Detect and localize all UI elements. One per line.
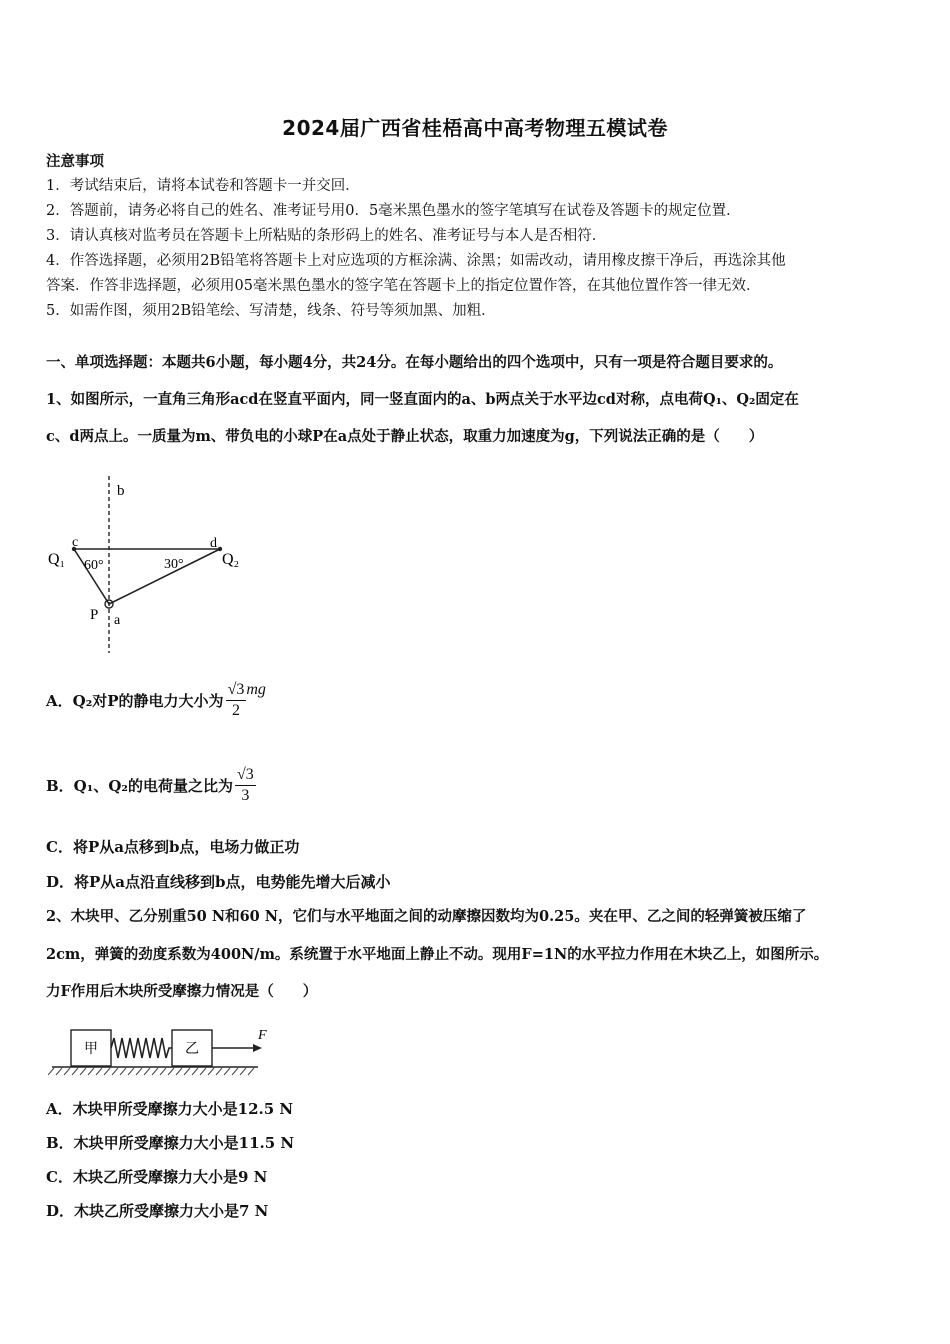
- charge-q1-label: Q₁: [48, 551, 66, 568]
- question-2-line-2: 2cm，弹簧的劲度系数为400N/m。系统置于水平地面上静止不动。现用F=1N的水平拉力作用在木块乙上，如图所示。: [46, 946, 829, 963]
- q1-option-b-numerator: √3: [235, 765, 256, 786]
- ball-p-label: P: [90, 607, 99, 623]
- question-1-line-1: 1、如图所示，一直角三角形acd在竖直平面内，同一竖直面内的a、b两点关于水平边cd对称，点电荷Q₁、Q₂固定在: [46, 391, 799, 408]
- q1-option-a-numerator: √3: [226, 680, 247, 701]
- q1-option-a-fraction: [226, 680, 247, 721]
- notice-heading: 注意事项: [46, 153, 104, 170]
- charge-q2-label: Q₂: [222, 551, 240, 568]
- q2-option-d[interactable]: D．木块乙所受摩擦力大小是7 N: [46, 1202, 269, 1220]
- point-d-label: d: [210, 536, 217, 551]
- block-yi-label: 乙: [185, 1042, 199, 1057]
- page-title: 2024届广西省桂梧高中高考物理五模试卷: [282, 116, 668, 140]
- q1-option-a-text: A．Q₂对P的静电力大小为: [46, 691, 224, 710]
- q1-option-c[interactable]: C．将P从a点移到b点，电场力做正功: [46, 838, 300, 856]
- q1-option-b[interactable]: [46, 755, 256, 815]
- notice-item-4: 4．作答选择题，必须用2B铅笔将答题卡上对应选项的方框涂满、涂黑；如需改动，请用橡皮擦干净后，再选涂其他: [46, 253, 786, 269]
- notice-item-1: 1．考试结束后，请将本试卷和答题卡一并交回．: [46, 178, 360, 194]
- q1-option-b-denominator: 3: [241, 786, 250, 804]
- point-a-label: a: [114, 613, 121, 628]
- point-c-label: c: [72, 535, 79, 550]
- q1-option-d[interactable]: D．将P从a点沿直线移到b点，电势能先增大后减小: [46, 873, 391, 891]
- question-2-line-3: 力F作用后木块所受摩擦力情况是（ ）: [46, 983, 318, 1000]
- q1-option-a-denominator: 2: [231, 701, 240, 719]
- triangle-diagram: [44, 468, 254, 658]
- notice-item-3: 3．请认真核对监考员在答题卡上所粘贴的条形码上的姓名、准考证号与本人是否相符．: [46, 228, 607, 244]
- notice-item-4-cont: 答案．作答非选择题，必须用05毫米黑色墨水的签字笔在答题卡上的指定位置作答，在其他位置作答一律无效．: [46, 278, 761, 294]
- angle-d-label: 30°: [164, 557, 184, 572]
- section-1-heading: 一、单项选择题：本题共6小题，每小题4分，共24分。在每小题给出的四个选项中，只有一项是符合题目要求的。: [46, 354, 783, 371]
- notice-item-2: 2．答题前，请务必将自己的姓名、准考证号用0．5毫米黑色墨水的签字笔填写在试卷及答题卡的规定位置．: [46, 203, 741, 219]
- question-1-line-2: c、d两点上。一质量为m、带负电的小球P在a点处于静止状态，取重力加速度为g，下列说法正确的是（ ）: [46, 428, 764, 445]
- notice-item-5: 5．如需作图，须用2B铅笔绘、写清楚，线条、符号等须加黑、加粗．: [46, 303, 496, 319]
- angle-c-label: 60°: [84, 558, 104, 573]
- spring-blocks-diagram: [48, 1022, 278, 1082]
- q1-option-b-fraction: [235, 765, 256, 806]
- force-f-label: F: [258, 1028, 267, 1043]
- q1-option-b-text: B．Q₁、Q₂的电荷量之比为: [46, 776, 233, 795]
- block-jia-label: 甲: [84, 1042, 98, 1057]
- question-2-line-1: 2、木块甲、乙分别重50 N和60 N，它们与水平地面之间的动摩擦因数均为0.25。夹在甲、乙之间的轻弹簧被压缩了: [46, 908, 807, 925]
- q2-option-b[interactable]: B．木块甲所受摩擦力大小是11.5 N: [46, 1134, 295, 1152]
- q2-option-c[interactable]: C．木块乙所受摩擦力大小是9 N: [46, 1168, 268, 1186]
- q1-option-a[interactable]: [46, 670, 266, 730]
- q1-option-a-unit: mg: [246, 681, 266, 698]
- q2-option-a[interactable]: A．木块甲所受摩擦力大小是12.5 N: [46, 1100, 294, 1118]
- point-b-label: b: [117, 483, 125, 499]
